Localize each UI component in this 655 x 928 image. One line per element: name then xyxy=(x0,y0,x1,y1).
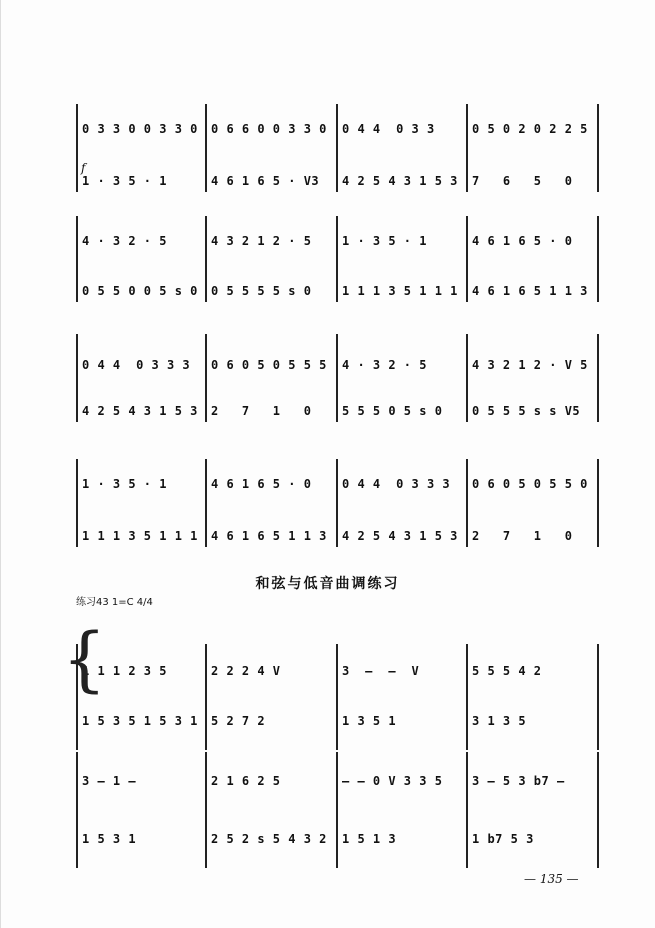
dynamic-marking: f xyxy=(81,161,86,175)
section-title: 和弦与低音曲调练习 xyxy=(255,576,400,592)
barline xyxy=(466,752,468,868)
barline xyxy=(205,752,207,868)
measure: 5 5 5 4 2 xyxy=(472,664,542,678)
system-5 xyxy=(76,640,598,750)
barline xyxy=(597,216,599,302)
measure: 1 1 1 2 3 5 xyxy=(82,664,167,678)
barline xyxy=(597,104,599,192)
measure: 4 · 3 2 · 5 xyxy=(82,234,167,248)
measure: 1 1 1 3 5 1 1 1 xyxy=(342,284,458,298)
measure: 1 1 1 3 5 1 1 1 xyxy=(82,529,198,543)
barline xyxy=(336,104,338,192)
measure: 3 — 1 — xyxy=(82,774,137,788)
measure: 0 6 6 0 0 3 3 0 xyxy=(211,122,327,136)
system-3 xyxy=(76,330,598,422)
barline xyxy=(76,104,78,192)
measure: 3 — — V xyxy=(342,664,420,678)
measure: 1 · 3 5 · 1 xyxy=(342,234,427,248)
measure: 4 2 5 4 3 1 5 3 xyxy=(82,404,198,418)
measure: 4 · 3 2 · 5 xyxy=(342,358,427,372)
page-number: — 135 — xyxy=(524,872,579,886)
system-6 xyxy=(76,748,598,868)
measure: 1 · 3 5 · 1 xyxy=(82,477,167,491)
brace-icon: { xyxy=(62,618,107,700)
measure: 4 2 5 4 3 1 5 3 xyxy=(342,529,458,543)
measure: 4 6 1 6 5 · 0 xyxy=(211,477,312,491)
measure: 1 b7 5 3 xyxy=(472,832,534,846)
measure: 4 3 2 1 2 · V 5 xyxy=(472,358,588,372)
measure: 0 4 4 0 3 3 3 xyxy=(342,477,451,491)
measure: 5 5 5 0 5 s 0 xyxy=(342,404,443,418)
barline xyxy=(205,216,207,302)
measure: 0 5 5 5 5 s 0 xyxy=(211,284,312,298)
measure: 2 1 6 2 5 xyxy=(211,774,281,788)
barline xyxy=(466,644,468,750)
measure: 4 6 1 6 5 · V3 xyxy=(211,174,320,188)
measure: 1 · 3 5 · 1 xyxy=(82,174,167,188)
measure: 0 4 4 0 3 3 3 xyxy=(82,358,191,372)
measure: 4 6 1 6 5 1 1 3 xyxy=(211,529,327,543)
measure: 1 5 3 5 1 5 3 1 xyxy=(82,714,198,728)
barline xyxy=(76,334,78,422)
barline xyxy=(76,216,78,302)
measure: 0 5 5 0 0 5 s 0 xyxy=(82,284,198,298)
barline xyxy=(205,644,207,750)
barline xyxy=(205,334,207,422)
system-2 xyxy=(76,212,598,302)
barline xyxy=(205,104,207,192)
measure: 5 2 7 2 xyxy=(211,714,266,728)
measure: 0 5 0 2 0 2 2 5 xyxy=(472,122,588,136)
measure: 0 6 0 5 0 5 5 5 xyxy=(211,358,327,372)
barline xyxy=(336,334,338,422)
barline xyxy=(466,216,468,302)
barline xyxy=(336,644,338,750)
measure: 2 7 1 0 xyxy=(211,404,312,418)
measure: 7 6 5 0 xyxy=(472,174,573,188)
measure: 3 — 5 3 b7 — xyxy=(472,774,565,788)
barline xyxy=(466,334,468,422)
barline xyxy=(597,459,599,547)
system-1 xyxy=(76,100,598,192)
measure: 0 3 3 0 0 3 3 0 xyxy=(82,122,198,136)
barline xyxy=(336,216,338,302)
barline xyxy=(597,644,599,750)
measure: 0 4 4 0 3 3 xyxy=(342,122,435,136)
barline xyxy=(466,104,468,192)
exercise-label: 练习43 1=C 4/4 xyxy=(76,597,153,608)
measure: 4 6 1 6 5 · 0 xyxy=(472,234,573,248)
barline xyxy=(336,459,338,547)
barline xyxy=(597,752,599,868)
barline xyxy=(336,752,338,868)
measure: 1 5 3 1 xyxy=(82,832,137,846)
scan-edge xyxy=(0,0,1,928)
measure: 2 2 2 4 V xyxy=(211,664,281,678)
measure: 0 5 5 5 s s V5 xyxy=(472,404,581,418)
measure: 2 7 1 0 xyxy=(472,529,573,543)
system-4 xyxy=(76,455,598,547)
measure: 4 6 1 6 5 1 1 3 xyxy=(472,284,588,298)
measure: 4 2 5 4 3 1 5 3 xyxy=(342,174,458,188)
measure: 0 6 0 5 0 5 5 0 xyxy=(472,477,588,491)
barline xyxy=(76,459,78,547)
barline xyxy=(205,459,207,547)
barline xyxy=(466,459,468,547)
barline xyxy=(597,334,599,422)
measure: 4 3 2 1 2 · 5 xyxy=(211,234,312,248)
barline xyxy=(76,752,78,868)
measure: 3 1 3 5 xyxy=(472,714,527,728)
measure: 2 5 2 s 5 4 3 2 xyxy=(211,832,327,846)
measure: 1 5 1 3 xyxy=(342,832,397,846)
measure: — — 0 V 3 3 5 xyxy=(342,774,443,788)
measure: 1 3 5 1 xyxy=(342,714,397,728)
